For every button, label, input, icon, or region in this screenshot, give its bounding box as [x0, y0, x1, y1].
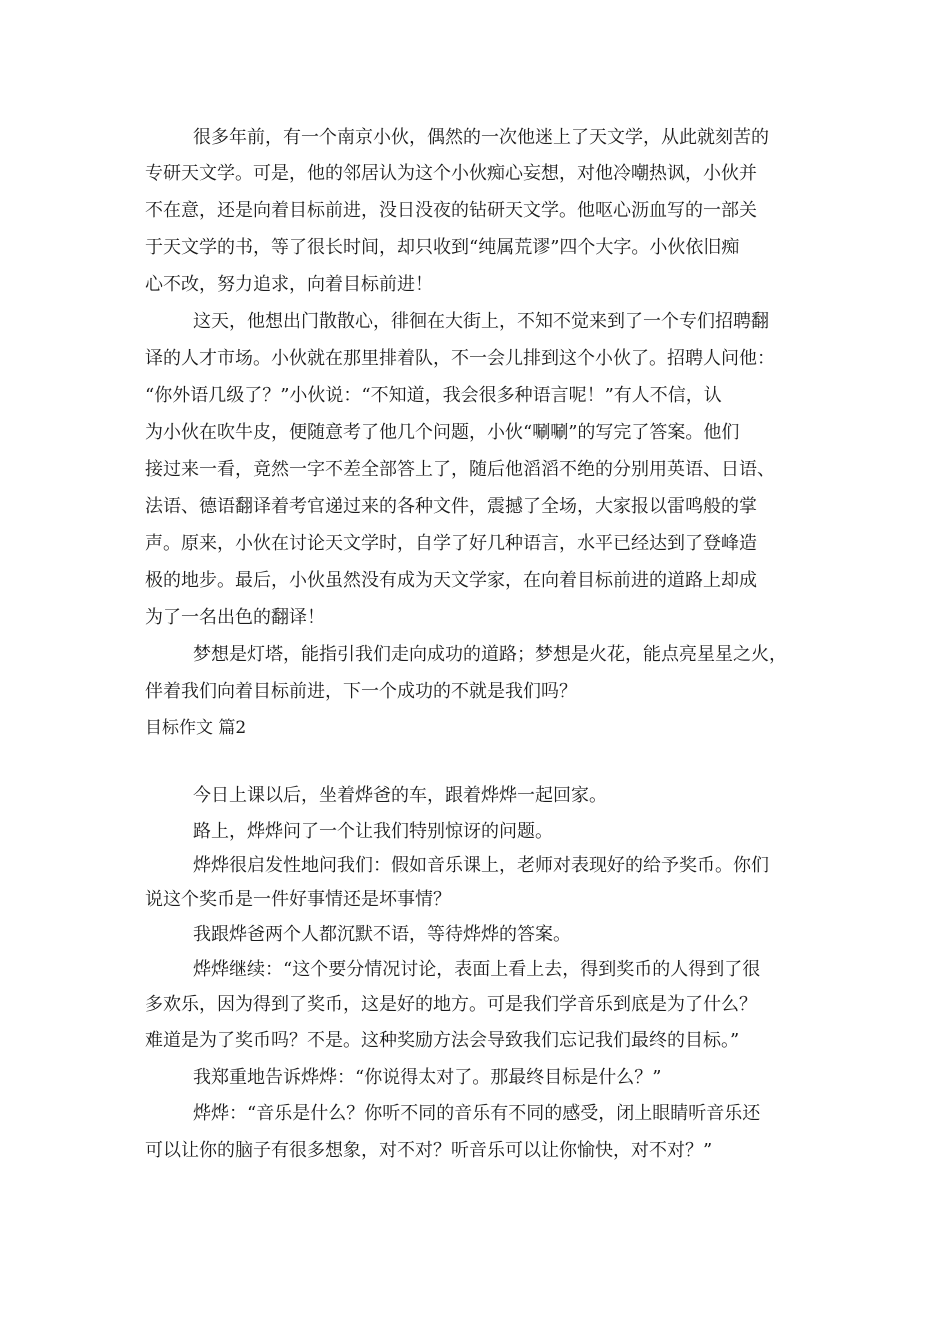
text-line: 多欢乐，因为得到了奖币，这是好的地方。可是我们学音乐到底是为了什么？: [145, 994, 757, 1015]
text-line: 极的地步。最后，小伙虽然没有成为天文学家，在向着目标前进的道路上却成: [145, 570, 757, 591]
text-line: 路上，烨烨问了一个让我们特别惊讶的问题。: [193, 821, 553, 842]
text-line: 心不改，努力追求，向着目标前进！: [145, 274, 433, 295]
text-line: 烨烨继续：“这个要分情况讨论，表面上看上去，得到奖币的人得到了很: [193, 959, 761, 980]
text-line: 梦想是灯塔，能指引我们走向成功的道路；梦想是火花，能点亮星星之火，: [193, 644, 787, 665]
text-line: 于天文学的书，等了很长时间，却只收到“纯属荒谬”四个大字。小伙依旧痴: [145, 237, 740, 258]
text-line: 为了一名出色的翻译！: [145, 607, 325, 628]
text-line: 很多年前，有一个南京小伙，偶然的一次他迷上了天文学，从此就刻苦的: [193, 127, 769, 148]
text-line: 专研天文学。可是，他的邻居认为这个小伙痴心妄想，对他冷嘲热讽，小伙并: [145, 163, 757, 184]
text-line: 烨烨很启发性地问我们：假如音乐课上，老师对表现好的给予奖币。你们: [193, 855, 769, 876]
text-line: 接过来一看，竟然一字不差全部答上了，随后他滔滔不绝的分别用英语、日语、: [145, 459, 775, 480]
text-line: 法语、德语翻译着考官递过来的各种文件，震撼了全场，大家报以雷鸣般的掌: [145, 496, 757, 517]
text-line: 可以让你的脑子有很多想象，对不对？听音乐可以让你愉快，对不对？”: [145, 1140, 713, 1161]
text-line: 不在意，还是向着目标前进，没日没夜的钻研天文学。他呕心沥血写的一部关: [145, 200, 757, 221]
text-line: 难道是为了奖币吗？不是。这种奖励方法会导致我们忘记我们最终的目标。”: [145, 1030, 740, 1051]
text-line: 译的人才市场。小伙就在那里排着队，不一会儿排到这个小伙了。招聘人问他：: [145, 348, 775, 369]
text-line: “你外语几级了？”小伙说：“不知道，我会很多种语言呢！”有人不信，认: [145, 385, 722, 406]
section-heading: 目标作文 篇2: [145, 718, 247, 738]
text-line: 烨烨：“音乐是什么？你听不同的音乐有不同的感受，闭上眼睛听音乐还: [193, 1103, 761, 1124]
text-line: 伴着我们向着目标前进，下一个成功的不就是我们吗？: [145, 681, 577, 702]
text-line: 这天，他想出门散散心，徘徊在大街上，不知不觉来到了一个专们招聘翻: [193, 311, 769, 332]
text-line: 今日上课以后，坐着烨爸的车，跟着烨烨一起回家。: [193, 785, 607, 806]
text-line: 说这个奖币是一件好事情还是坏事情？: [145, 889, 451, 910]
text-line: 为小伙在吹牛皮，便随意考了他几个问题，小伙“唰唰”的写完了答案。他们: [145, 422, 740, 443]
text-line: 声。原来，小伙在讨论天文学时，自学了好几种语言，水平已经达到了登峰造: [145, 533, 757, 554]
text-line: 我跟烨爸两个人都沉默不语，等待烨烨的答案。: [193, 924, 571, 945]
text-line: 我郑重地告诉烨烨：“你说得太对了。那最终目标是什么？”: [193, 1067, 662, 1088]
